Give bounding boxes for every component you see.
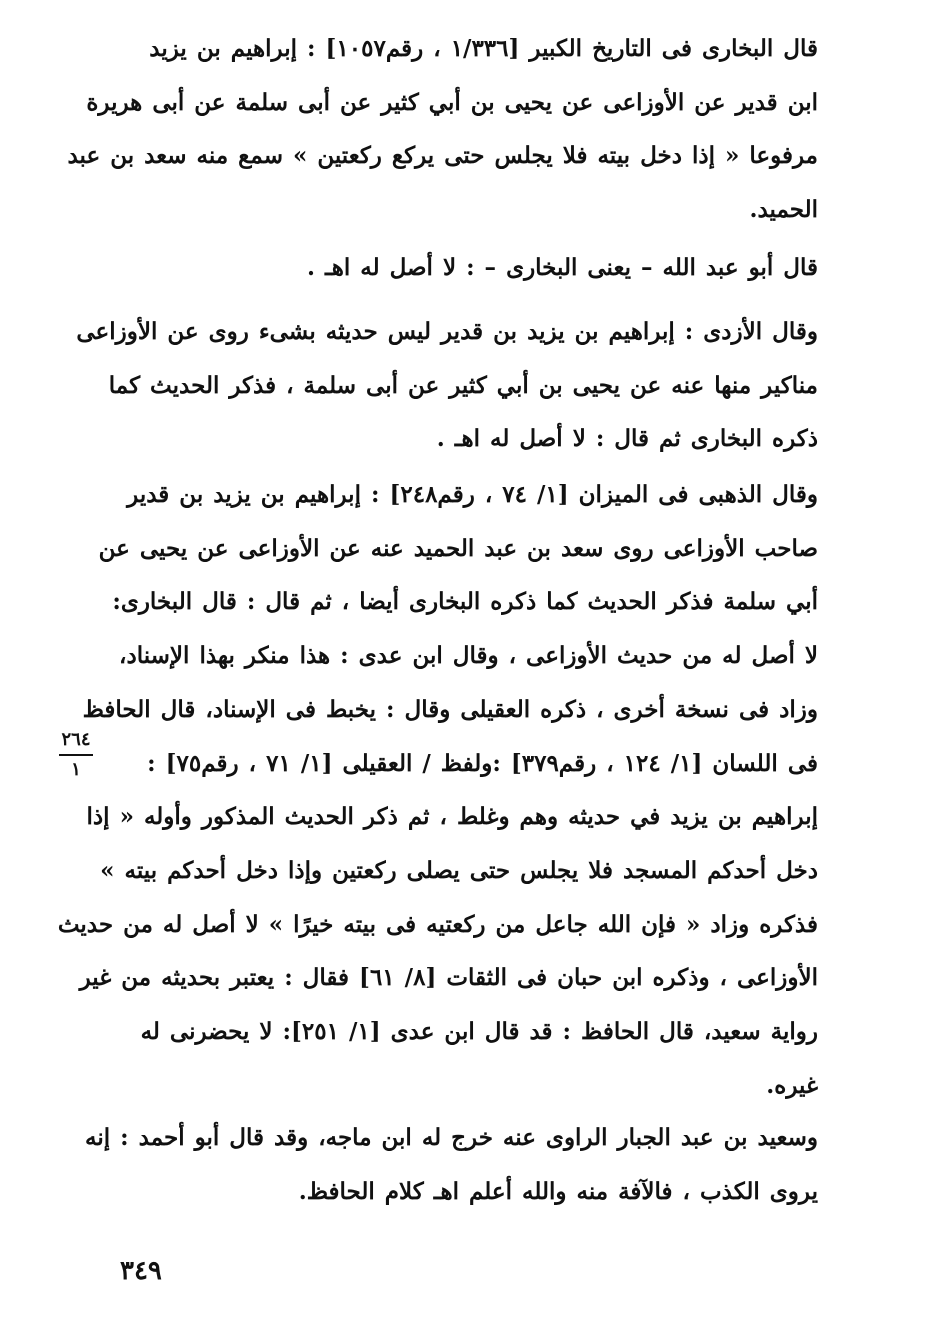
text-line: فى اللسان [١/ ١٢٤ ، رقم٣٧٩] :ولفظ / العقيلى [١/ ٧١ ، رقم٧٥] : (147, 749, 818, 777)
margin-folio-number: ٢٦٤ (61, 729, 91, 750)
margin-folio-reference (58, 728, 94, 782)
text-line: غيره. (766, 1071, 818, 1099)
text-line: يروى الكذب ، فالآفة منه والله أعلم اهـ كلام الحافظ. (298, 1177, 818, 1205)
text-line: فذكره وزاد « فإن الله جاعل من ركعتيه فى بيته خيرًا » لا أصل له من حديث (57, 910, 818, 938)
margin-folio-divider (59, 754, 93, 756)
text-line: رواية سعيد، قال الحافظ : قد قال ابن عدى [١/ ٢٥١]: لا يحضرنى له (140, 1018, 818, 1046)
text-line: وقال الأزدى : إبراهيم بن يزيد بن قدير ليس حديثه بشىء روى عن الأوزاعى (76, 318, 818, 345)
text-line: قال أبو عبد الله – يعنى البخارى – : لا أصل له اهـ . (306, 254, 818, 281)
paragraph-bukhari-tarikh (67, 22, 818, 237)
paragraph-said-abd-aljabbar (85, 1111, 818, 1218)
text-line: صاحب الأوزاعى روى سعد بن عبد الحميد عنه عن الأوزاعى عن يحيى عن (98, 534, 818, 562)
text-line: أبي سلمة فذكر الحديث كما ذكره البخارى أيضا ، ثم قال : قال البخارى: (112, 588, 818, 616)
text-line: مناكير منها عنه عن يحيى بن أبي كثير عن أبى سلمة ، فذكر الحديث كما (108, 371, 818, 399)
paragraph-azdi (76, 305, 818, 466)
text-line: لا أصل له من حديث الأوزاعى ، وقال ابن عدى : هذا منكر بهذا الإسناد، (119, 642, 818, 670)
text-line: وقال الذهبى فى الميزان [١/ ٧٤ ، رقم٢٤٨] : إبراهيم بن يزيد بن قدير (127, 481, 818, 508)
margin-folio-side: ١ (71, 759, 81, 780)
text-line: قال البخارى فى التاريخ الكبير [١/٣٣٦ ، رقم١٠٥٧] : إبراهيم بن يزيد (149, 35, 818, 62)
text-line: ذكره البخارى ثم قال : لا أصل له اهـ . (436, 425, 818, 453)
text-line: وزاد فى نسخة أخرى ، ذكره العقيلى وقال : يخبط فى الإسناد، قال الحافظ (82, 695, 818, 723)
text-line: وسعيد بن عبد الجبار الراوى عنه خرج له ابن ماجه، وقد قال أبو أحمد : إنه (85, 1124, 818, 1151)
text-line: الحميد. (749, 196, 818, 224)
text-line: ابن قدير عن الأوزاعى عن يحيى بن أبي كثير عن أبى سلمة عن أبى هريرة (86, 88, 818, 116)
page-number: ٣٤٩ (120, 1256, 162, 1286)
paragraph-abu-abdullah (110, 241, 818, 295)
text-line: الأوزاعى ، وذكره ابن حبان فى الثقات [٨/ ٦١] فقال : يعتبر بحديثه من غير (79, 964, 818, 992)
text-line: إبراهيم بن يزيد في حديثه وهم وغلط ، ثم ذكر الحديث المذكور وأوله « إذا (86, 803, 818, 831)
text-line: دخل أحدكم المسجد فلا يجلس حتى يصلى ركعتين وإذا دخل أحدكم بيته » (100, 856, 818, 884)
text-line: مرفوعا « إذا دخل بيته فلا يجلس حتى يركع ركعتين » سمع منه سعد بن عبد (67, 142, 818, 170)
